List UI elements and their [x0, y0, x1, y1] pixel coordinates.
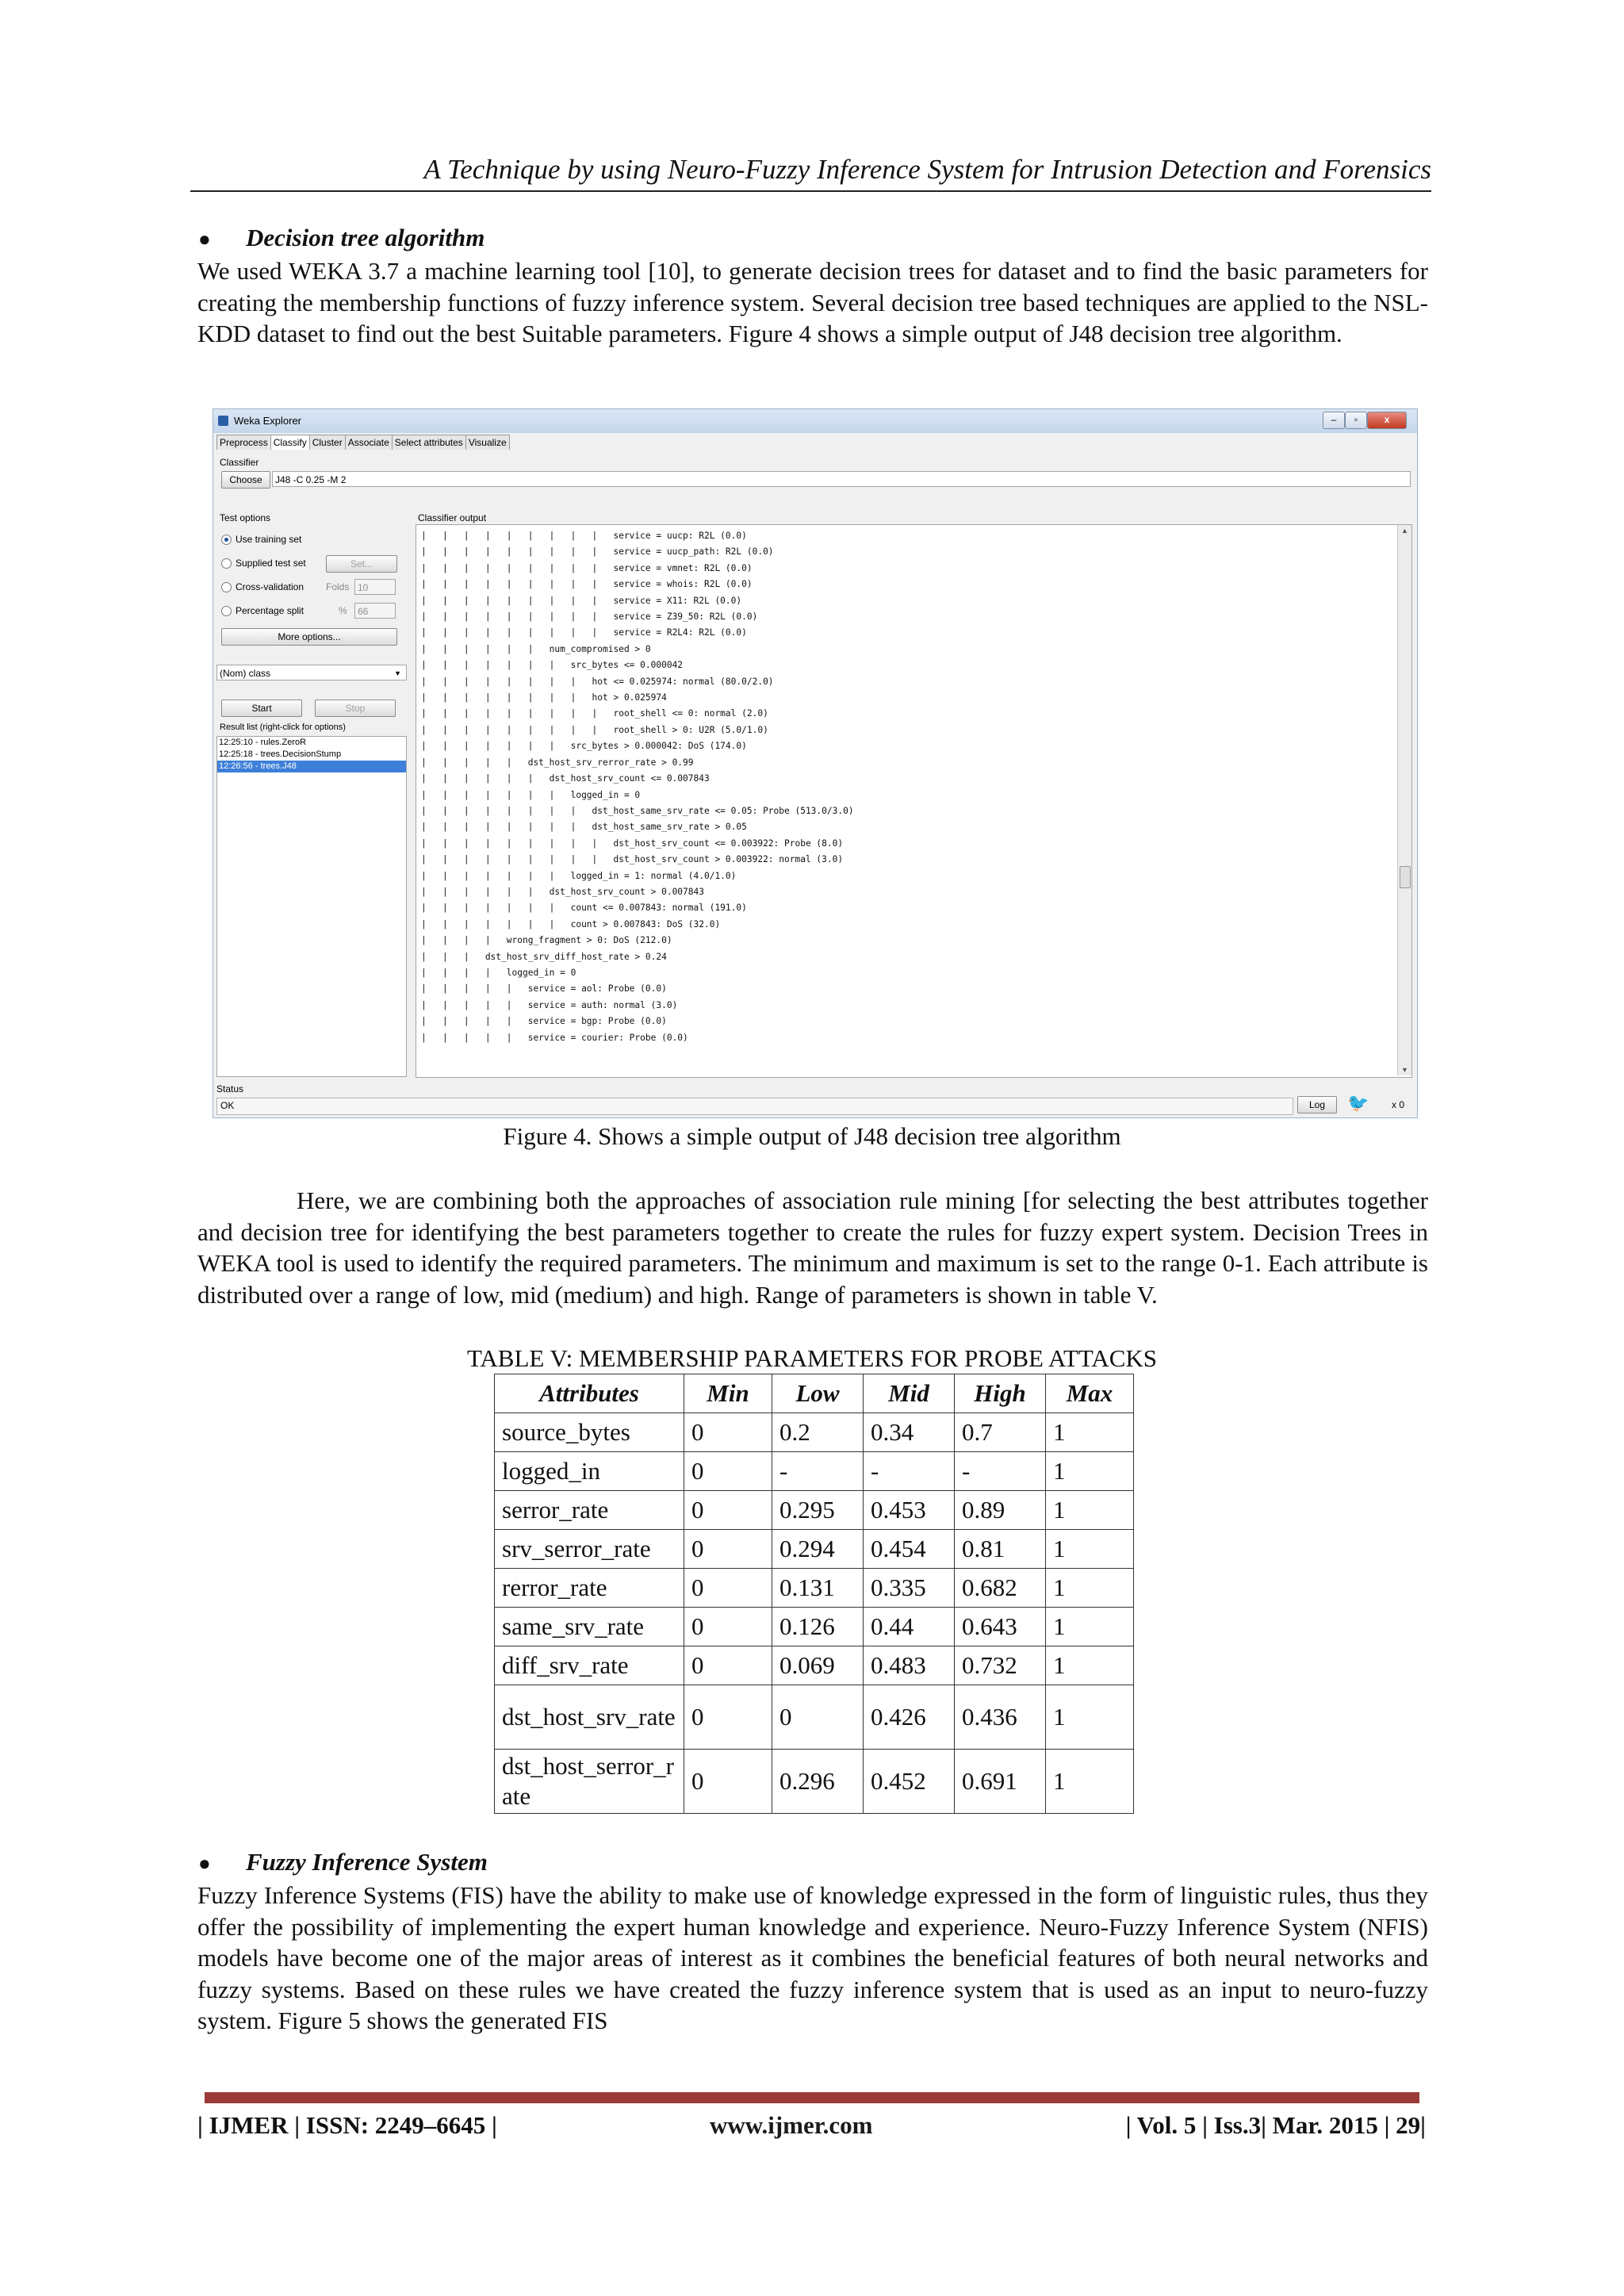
table-row [495, 1452, 1134, 1491]
value-cell: 1 [1046, 1530, 1134, 1569]
col-header: Attributes [495, 1374, 684, 1413]
classifier-label: Classifier [220, 457, 259, 468]
weka-bird-icon: 🐦 [1347, 1093, 1369, 1113]
result-list-label: Result list (right-click for options) [220, 723, 346, 732]
table-row [495, 1530, 1134, 1569]
output-line: | | | | | | | count > 0.007843: DoS (32.0) [421, 918, 721, 930]
footer-rule [205, 2092, 1419, 2103]
col-header: Mid [864, 1374, 955, 1413]
option-label: Supplied test set [236, 558, 306, 569]
col-header: Min [684, 1374, 772, 1413]
output-line: | | | | | | | count <= 0.007843: normal (191.0) [421, 903, 747, 914]
classifier-output-pane[interactable] [416, 524, 1412, 1078]
output-line: | | | | | | | | | service = uucp: R2L (0.0) [421, 531, 747, 541]
output-line: | | | | | | | | | dst_host_srv_count > 0.003922: normal (3.0) [421, 854, 844, 865]
col-header: Low [772, 1374, 864, 1413]
output-line: | | | | | | | | | service = R2L4: R2L (0.0) [421, 627, 747, 638]
value-cell: 1 [1046, 1413, 1134, 1452]
status-label: Status [216, 1083, 244, 1094]
scroll-down-icon[interactable]: ▼ [1401, 1066, 1408, 1074]
running-head: A Technique by using Neuro-Fuzzy Inference System for Intrusion Detection and Forensics [423, 154, 1431, 185]
attribute-cell: dst_host_srv_rate [495, 1685, 684, 1750]
value-cell: 0 [684, 1569, 772, 1608]
folds-input[interactable]: 10 [354, 579, 396, 595]
value-cell: 0.483 [864, 1646, 955, 1685]
classifier-output-text [421, 528, 854, 1046]
value-cell: 0.89 [955, 1491, 1046, 1530]
value-cell: 0.069 [772, 1646, 864, 1685]
paragraph-fuzzy-inference: Fuzzy Inference Systems (FIS) have the ability to make use of knowledge expressed in the form of linguistic rules, thus they offer the possibility of implementing the expert human knowledge and experience. Neuro-Fuzzy Inference System (NFIS) models have become one of the major areas of interest as it combines the beneficial features of both neural networks and fuzzy systems. Based on these rules we have created the fuzzy inference system that is used as an input to neuro-fuzzy system. Figure 5 shows the generated FIS [197, 1881, 1428, 2035]
percent-input[interactable]: 66 [354, 603, 396, 619]
output-line: | | | | wrong_fragment > 0: DoS (212.0) [421, 935, 672, 946]
output-line: | | | | | service = aol: Probe (0.0) [421, 983, 667, 995]
value-cell: - [955, 1452, 1046, 1491]
value-cell: 0 [684, 1685, 772, 1750]
table-row [495, 1685, 1134, 1750]
window-title: Weka Explorer [234, 415, 302, 427]
start-button[interactable]: Start [221, 700, 302, 717]
value-cell: 1 [1046, 1608, 1134, 1646]
attribute-cell: diff_srv_rate [495, 1646, 684, 1685]
footer-website[interactable]: www.ijmer.com [710, 2111, 873, 2139]
option-label: Cross-validation [236, 581, 304, 592]
stop-button[interactable]: Stop [315, 700, 396, 717]
value-cell: 1 [1046, 1646, 1134, 1685]
table-row [495, 1491, 1134, 1530]
section-heading-fuzzy-inference [198, 1848, 488, 1876]
value-cell: 0.44 [864, 1608, 955, 1646]
output-line: | | | | | | | | | root_shell > 0: U2R (5.0/1.0) [421, 724, 768, 735]
value-cell: 1 [1046, 1452, 1134, 1491]
tab-bar [216, 435, 509, 450]
tab-select-attributes[interactable]: Select attributes [392, 435, 466, 450]
more-options-button[interactable]: More options... [221, 628, 397, 646]
output-line: | | | | | | | src_bytes > 0.000042: DoS (174.0) [421, 741, 747, 752]
value-cell: 0.7 [955, 1413, 1046, 1452]
folds-label: Folds [326, 581, 350, 592]
attribute-cell: serror_rate [495, 1491, 684, 1530]
output-line: | | | | | service = bgp: Probe (0.0) [421, 1016, 667, 1027]
value-cell: 0.294 [772, 1530, 864, 1569]
output-line: | | | | | | | | dst_host_same_srv_rate > 0.05 [421, 822, 747, 833]
value-cell: 0 [684, 1413, 772, 1452]
value-cell: 0.295 [772, 1491, 864, 1530]
output-line: | | | dst_host_srv_diff_host_rate > 0.24 [421, 951, 667, 962]
value-cell: 1 [1046, 1685, 1134, 1750]
output-line: | | | | | | num_compromised > 0 [421, 643, 651, 654]
tab-associate[interactable]: Associate [345, 435, 393, 450]
table-v-title: TABLE V: MEMBERSHIP PARAMETERS FOR PROBE ATTACKS [466, 1344, 1158, 1372]
result-list [216, 736, 407, 1077]
output-line: | | | | | service = courier: Probe (0.0) [421, 1032, 688, 1043]
attribute-cell: srv_serror_rate [495, 1530, 684, 1569]
tab-classify[interactable]: Classify [270, 435, 310, 450]
classifier-field[interactable]: J48 -C 0.25 -M 2 [272, 471, 1411, 487]
status-text: OK [220, 1100, 235, 1111]
value-cell: 0.436 [955, 1685, 1046, 1750]
scroll-up-icon[interactable]: ▲ [1401, 527, 1408, 535]
scroll-thumb[interactable] [1400, 866, 1411, 888]
value-cell: 0.2 [772, 1413, 864, 1452]
class-select[interactable] [216, 665, 407, 680]
header-rule [190, 190, 1431, 192]
table-row [495, 1569, 1134, 1608]
value-cell: - [772, 1452, 864, 1491]
dropdown-arrow-icon: ▼ [394, 669, 401, 677]
output-line: | | | | | | | | | service = uucp_path: R2L (0.0) [421, 546, 774, 558]
table-row [495, 1646, 1134, 1685]
value-cell: 0.335 [864, 1569, 955, 1608]
table-row [495, 1608, 1134, 1646]
paragraph-decision-tree: We used WEKA 3.7 a machine learning tool [10], to generate decision trees for dataset and to find the basic parameters for creating the membership functions of fuzzy inference system. Several decision tree based techniques are applied to the NSL-KDD dataset to find out the best Suitable parameters. Figure 4 shows a simple output of J48 decision tree algorithm. [197, 257, 1428, 348]
footer-volume: | Vol. 5 | Iss.3| Mar. 2015 | 29| [1125, 2111, 1426, 2139]
table-body [495, 1413, 1134, 1814]
choose-button[interactable]: Choose [221, 471, 270, 489]
radio-use-training-set[interactable] [221, 535, 232, 545]
attribute-cell: logged_in [495, 1452, 684, 1491]
value-cell: 0.296 [772, 1750, 864, 1814]
value-cell: 0.453 [864, 1491, 955, 1530]
value-cell: 0.732 [955, 1646, 1046, 1685]
value-cell: 0 [684, 1608, 772, 1646]
test-options-label: Test options [220, 512, 271, 523]
value-cell: 0.34 [864, 1413, 955, 1452]
result-list-item[interactable]: 12:25:10 - rules.ZeroR [219, 738, 307, 747]
value-cell: 0 [684, 1452, 772, 1491]
attribute-cell: dst_host_serror_rate [495, 1750, 684, 1814]
output-line: | | | | | dst_host_srv_rerror_rate > 0.99 [421, 757, 694, 768]
output-line: | | | | | service = auth: normal (3.0) [421, 999, 678, 1010]
radio-cross-validation[interactable] [221, 582, 232, 592]
log-button[interactable]: Log [1297, 1096, 1337, 1114]
value-cell: 0.131 [772, 1569, 864, 1608]
membership-table [494, 1374, 1134, 1814]
bullet-icon: ● [198, 1852, 211, 1875]
paragraph-parameters: Here, we are combining both the approaches of association rule mining [for selecting the best attributes together and decision tree for identifying the best parameters together to create the rules for fuzzy expert system. Decision Trees in WEKA tool is used to identify the required parameters. The minimum and maximum is set to the range 0-1. Each attribute is distributed over a range of low, mid (medium) and high. Range of parameters is shown in table V. [197, 1186, 1428, 1309]
value-cell: - [864, 1452, 955, 1491]
table-row [495, 1413, 1134, 1452]
value-cell: 0.81 [955, 1530, 1046, 1569]
value-cell: 0 [684, 1750, 772, 1814]
tab-cluster[interactable]: Cluster [309, 435, 346, 450]
output-line: | | | | | | | | | service = vmnet: R2L (0.0) [421, 562, 753, 573]
weka-app-icon [218, 416, 228, 426]
value-cell: 1 [1046, 1750, 1134, 1814]
table-header-row [495, 1374, 1134, 1413]
value-cell: 0.126 [772, 1608, 864, 1646]
output-line: | | | | | | | logged_in = 1: normal (4.0/1.0) [421, 870, 737, 881]
output-line: | | | | | | | | | service = Z39_50: R2L (0.0) [421, 611, 758, 623]
radio-percentage-split[interactable] [221, 606, 232, 616]
value-cell: 0.452 [864, 1750, 955, 1814]
option-label: Percentage split [236, 605, 304, 616]
attribute-cell: rerror_rate [495, 1569, 684, 1608]
output-line: | | | | | | | | hot <= 0.025974: normal (80.0/2.0) [421, 676, 774, 687]
weka-explorer-screenshot [213, 408, 1418, 1118]
x-count: x 0 [1392, 1099, 1405, 1110]
value-cell: 0.691 [955, 1750, 1046, 1814]
output-line: | | | | | | | | | service = X11: R2L (0.0) [421, 595, 742, 606]
attribute-cell: same_srv_rate [495, 1608, 684, 1646]
output-line: | | | | | | | | hot > 0.025974 [421, 692, 667, 703]
minimize-button[interactable]: – [1323, 412, 1345, 429]
value-cell: 0.426 [864, 1685, 955, 1750]
output-line: | | | | | | | | | dst_host_srv_count <= 0.003922: Probe (8.0) [421, 838, 844, 849]
section-heading-text: Fuzzy Inference System [246, 1848, 488, 1876]
output-line: | | | | | | | logged_in = 0 [421, 789, 641, 800]
value-cell: 1 [1046, 1491, 1134, 1530]
table-row [495, 1750, 1134, 1814]
output-line: | | | | logged_in = 0 [421, 967, 576, 978]
result-list-item-selected[interactable]: 12:26:56 - trees.J48 [217, 761, 406, 772]
output-line: | | | | | | dst_host_srv_count > 0.007843 [421, 886, 704, 897]
percent-label: % [339, 605, 347, 616]
value-cell: 0 [684, 1491, 772, 1530]
attribute-cell: source_bytes [495, 1413, 684, 1452]
maximize-button[interactable]: ▫ [1345, 412, 1367, 429]
value-cell: 1 [1046, 1569, 1134, 1608]
section-heading-decision-tree [198, 224, 485, 252]
output-line: | | | | | | | | | service = whois: R2L (0.0) [421, 579, 753, 590]
set-button[interactable]: Set... [326, 555, 397, 573]
class-select-value: (Nom) class [220, 668, 271, 679]
col-header: Max [1046, 1374, 1134, 1413]
output-line: | | | | | | | | | root_shell <= 0: normal (2.0) [421, 708, 768, 719]
status-bar [216, 1098, 1293, 1115]
value-cell: 0 [684, 1646, 772, 1685]
section-heading-text: Decision tree algorithm [246, 224, 485, 251]
output-line: | | | | | | | | dst_host_same_srv_rate <= 0.05: Probe (513.0/3.0) [421, 805, 854, 816]
tab-visualize[interactable]: Visualize [465, 435, 510, 450]
figure-4-caption: Figure 4. Shows a simple output of J48 decision tree algorithm [503, 1122, 1121, 1150]
output-scrollbar[interactable] [1397, 525, 1411, 1075]
bullet-icon: ● [198, 228, 211, 251]
footer-journal: | IJMER | ISSN: 2249–6645 | [197, 2111, 497, 2139]
radio-supplied-test-set[interactable] [221, 558, 232, 569]
window-titlebar [213, 409, 1417, 433]
option-label: Use training set [236, 534, 302, 545]
output-line: | | | | | | | src_bytes <= 0.000042 [421, 660, 684, 671]
tab-preprocess[interactable]: Preprocess [216, 435, 271, 450]
col-header: High [955, 1374, 1046, 1413]
output-line: | | | | | | dst_host_srv_count <= 0.007843 [421, 773, 710, 784]
value-cell: 0.682 [955, 1569, 1046, 1608]
classifier-output-label: Classifier output [418, 512, 487, 523]
close-button[interactable]: x [1367, 412, 1407, 429]
value-cell: 0.454 [864, 1530, 955, 1569]
value-cell: 0 [772, 1685, 864, 1750]
value-cell: 0 [684, 1530, 772, 1569]
value-cell: 0.643 [955, 1608, 1046, 1646]
result-list-item[interactable]: 12:25:18 - trees.DecisionStump [219, 749, 342, 759]
